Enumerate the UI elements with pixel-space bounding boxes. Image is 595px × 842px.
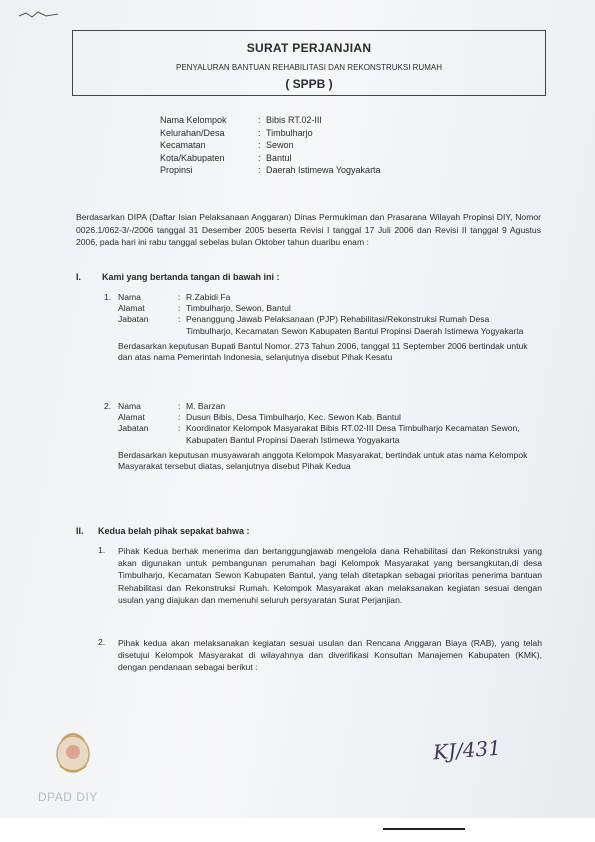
party-address: Dusun Bibis, Desa Timbulharjo, Kec. Sewon Kab. Bantul bbox=[186, 412, 401, 423]
info-row: Nama Kelompok : Bibis RT.02-III bbox=[160, 115, 322, 125]
party-position: Penanggung Jawab Pelaksanaan (PJP) Rehabilitasi/Rekonstruksi Rumah Desa Timbulharjo, Kecamatan Sewon Kabupaten Bantul Propinsi Daerah Istimewa Yogyakarta bbox=[186, 314, 524, 336]
document-title: SURAT PERJANJIAN bbox=[246, 41, 372, 55]
section-title: Kedua belah pihak sepakat bahwa : bbox=[98, 526, 250, 536]
party-name: R.Zabidi Fa bbox=[186, 292, 231, 302]
party-one: 1. Nama : R.Zabidi Fa Alamat : Timbulharjo, Sewon, Bantul Jabatan : Penanggung Jawab Pelaksanaan (PJP) Rehabilitasi/Rekonstruksi Rumah Desa Timbulharjo, Kecamatan Sewon Kabupaten Bantul Propinsi Daerah Istimewa Yogyakarta Berdasarkan keputusan Bupati Bantul Nomor. 273 Tahun 2006, tanggal 11 September 2006 bertindak untuk dan atas nama Pemerintah Indonesia, selanjutnya disebut Pihak Kesatu bbox=[104, 292, 542, 363]
item-number: 2. bbox=[98, 637, 106, 647]
agreement-item: Pihak Kedua berhak menerima dan bertanggungjawab mengelola dana Rehabilitasi dan Rekonstruksi yang akan digunakan untuk pembangunan perumahan bagi Kelompok Masyarakat yang bersangkutan,di desa Timbulharjo, Kecamatan Sewon Kabupaten Bantul, yang telah ditetapkan sebagai prioritas penerima bantuan Rehabilitasi dan Rekonstruksi Rumah. Kelompok Masyarakat akan melaksanakan kegiatan sesuai dengan usulan yang diajukan dan memenuhi seluruh persyaratan Surat Perjanjian. bbox=[118, 546, 542, 605]
info-row: Propinsi : Daerah Istimewa Yogyakarta bbox=[160, 165, 381, 175]
handwritten-number: KJ/431 bbox=[432, 735, 502, 765]
group-info bbox=[160, 114, 381, 177]
info-row: Kota/Kabupaten : Bantul bbox=[160, 152, 292, 163]
party-address: Timbulharjo, Sewon, Bantul bbox=[186, 303, 291, 314]
watermark-text: DPAD DIY bbox=[38, 790, 98, 804]
info-row: Kelurahan/Desa : Timbulharjo bbox=[160, 127, 313, 138]
emblem-icon bbox=[50, 726, 96, 778]
header-box bbox=[72, 30, 546, 96]
info-value: Timbulharjo bbox=[266, 127, 313, 138]
scribble-mark bbox=[18, 10, 60, 20]
preamble-paragraph: Berdasarkan DIPA (Daftar Isian Pelaksanaan Anggaran) Dinas Permukiman dan Prasarana Wilayah Propinsi DIY, Nomor 0026.1/062-3/-/2006 tanggal 31 Desember 2005 beserta Revisi I tanggal 17 Juli 2006 dan Revisi II tanggal 9 Agustus 2006, pada hari ini rabu tanggal sebelas bulan Oktober tahun duaribu enam : bbox=[76, 212, 541, 247]
party-two: 2. Nama : M. Barzan Alamat : Dusun Bibis, Desa Timbulharjo, Kec. Sewon Kab. Bantul Jabatan : Koordinator Kelompok Masyarakat Bibis RT.02-III Desa Timbulharjo Kecamatan Sewon, Kabupaten Bantul Propinsi Daerah Istimewa Yogyakarta Berdasarkan keputusan musyawarah anggota Kelompok Masyarakat, bertindak untuk atas nama Kelompok Masyarakat tersebut diatas, selanjutnya disebut Pihak Kedua bbox=[104, 401, 542, 472]
info-value: Daerah Istimewa Yogyakarta bbox=[266, 165, 381, 175]
party-name: M. Barzan bbox=[186, 401, 226, 411]
section-title: Kami yang bertanda tangan di bawah ini : bbox=[102, 272, 280, 282]
info-row: Kecamatan : Sewon bbox=[160, 140, 294, 150]
agreement-item: Pihak kedua akan melaksanakan kegiatan sesuai usulan dan Rencana Anggaran Biaya (RAB), yang telah disetujui Kelompok Masyarakat di wilayahnya dan diverifikasi Konsultan Manajemen Kabupaten (KMK), dengan pendanaan sebagai berikut : bbox=[118, 638, 542, 673]
info-value: Sewon bbox=[266, 140, 294, 150]
bottom-strip bbox=[0, 818, 595, 842]
party-basis: Berdasarkan keputusan musyawarah anggota Kelompok Masyarakat, bertindak untuk atas nama Kelompok Masyarakat tersebut diatas, selanjutnya disebut Pihak Kedua bbox=[118, 449, 528, 472]
info-value: Bibis RT.02-III bbox=[266, 115, 322, 125]
section-number: I. bbox=[76, 272, 82, 282]
party-basis: Berdasarkan keputusan Bupati Bantul Nomor. 273 Tahun 2006, tanggal 11 September 2006 bertindak untuk dan atas nama Pemerintah Indonesia, selanjutnya disebut Pihak Kesatu bbox=[118, 340, 528, 363]
party-position: Koordinator Kelompok Masyarakat Bibis RT.02-III Desa Timbulharjo Kecamatan Sewon, Kabupaten Bantul Propinsi Daerah Istimewa Yogyakarta bbox=[186, 423, 520, 445]
bottom-rule bbox=[383, 828, 465, 830]
section-number: II. bbox=[76, 526, 84, 536]
item-number: 1. bbox=[98, 545, 106, 555]
info-value: Bantul bbox=[266, 152, 292, 163]
document-subtitle: PENYALURAN BANTUAN REHABILITASI DAN REKONSTRUKSI RUMAH bbox=[176, 63, 442, 72]
document-code: ( SPPB ) bbox=[285, 77, 333, 91]
